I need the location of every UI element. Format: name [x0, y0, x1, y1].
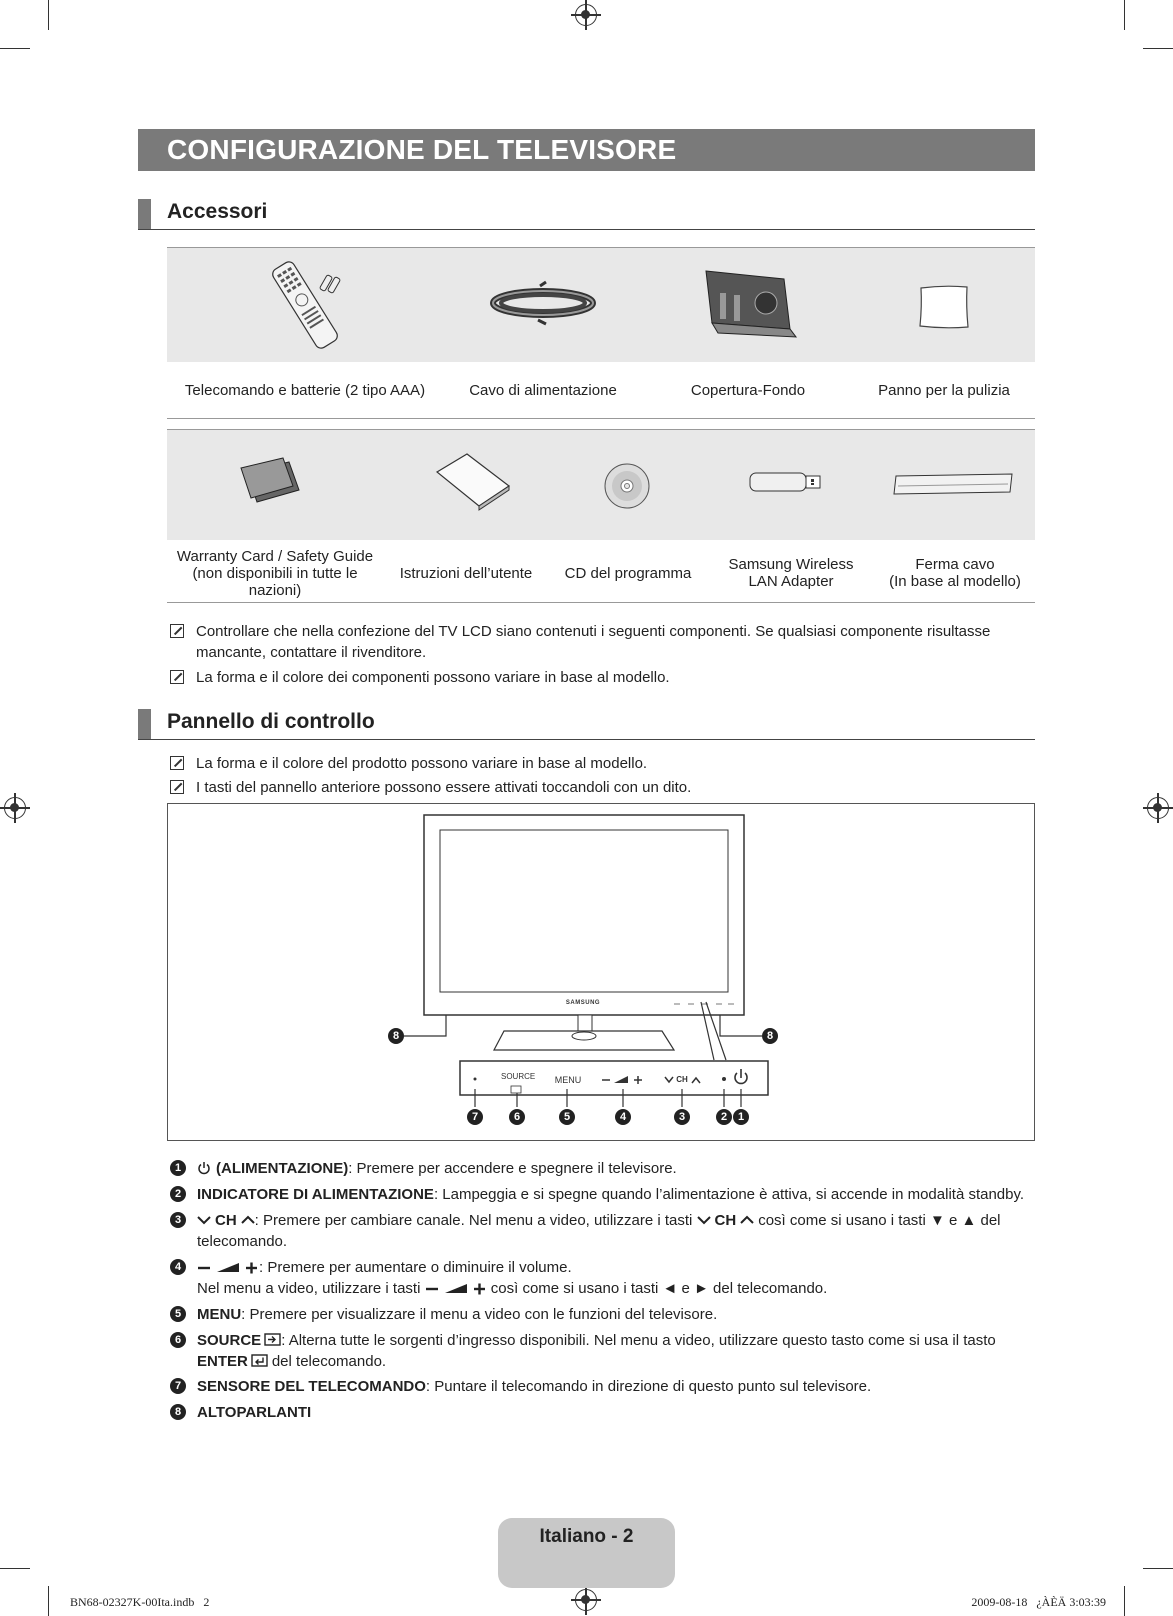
accessory-label: Copertura-Fondo	[690, 382, 806, 399]
accessories-heading: Accessori	[167, 200, 268, 223]
item-text	[197, 1210, 1031, 1252]
label-line: (In base al modello)	[889, 573, 1021, 590]
control-panel-heading: Pannello di controllo	[167, 710, 375, 733]
power-cord-icon	[488, 280, 598, 326]
item-text	[197, 1376, 1031, 1397]
item-number: 7	[170, 1378, 186, 1394]
bottom-cover-icon	[700, 265, 800, 345]
page-number-tab	[498, 1518, 675, 1588]
registration-mark-icon	[4, 797, 26, 819]
note-text: La forma e il colore del prodotto possono variare in base al modello.	[196, 755, 648, 772]
volume-icon	[425, 1281, 487, 1295]
label-line: Ferma cavo	[915, 556, 995, 573]
item-desc: del telecomando.	[271, 1353, 387, 1370]
user-manual-icon	[433, 450, 513, 512]
accessory-label: Panno per la pulizia	[878, 382, 1010, 399]
crop-mark	[48, 0, 49, 30]
item-desc: : Premere per accendere e spegnere il televisore.	[348, 1160, 677, 1177]
item-bold: ALTOPARLANTI	[197, 1404, 312, 1421]
warranty-card-icon	[237, 456, 307, 508]
item-desc: così come si usano i tasti ◄ e ► del telecomando.	[490, 1280, 828, 1297]
print-timestamp: 2009-08-18 ¿ÀÈÄ 3:03:39	[971, 1595, 1106, 1609]
crop-mark	[0, 1568, 30, 1569]
item-number: 8	[170, 1404, 186, 1420]
accessory-label	[549, 565, 707, 582]
item-text	[197, 1184, 1031, 1205]
source-button-label[interactable]: SOURCE	[501, 1072, 536, 1081]
accessory-label	[875, 556, 1035, 590]
list-item	[170, 1257, 1030, 1299]
item-desc: Nel menu a video, utilizzare i tasti	[197, 1280, 421, 1297]
item-desc: : Premere per visualizzare il menu a video con le funzioni del televisore.	[241, 1306, 718, 1323]
chevron-up-icon	[241, 1215, 255, 1225]
power-icon	[197, 1161, 211, 1175]
chevron-down-icon	[197, 1215, 211, 1225]
list-item	[170, 1184, 1030, 1205]
note-icon	[170, 756, 184, 770]
item-bold: (ALIMENTAZIONE)	[216, 1160, 349, 1177]
label-line: Samsung Wireless	[728, 556, 854, 573]
callout-7: 7	[467, 1109, 483, 1125]
item-number: 5	[170, 1306, 186, 1322]
item-text	[197, 1158, 1031, 1179]
page-title: CONFIGURAZIONE DEL TELEVISORE	[167, 134, 677, 165]
item-text	[197, 1304, 1031, 1325]
item-text	[197, 1330, 1031, 1372]
list-item	[170, 1158, 1030, 1179]
note-text: Controllare che nella confezione del TV LCD siano contenuti i seguenti componenti. Se qualsiasi componente risultasse mancante, contattare il rivenditore.	[196, 623, 991, 661]
channel-button-label[interactable]: CH	[676, 1075, 688, 1084]
accessory-label: Telecomando e batterie (2 tipo AAA)	[184, 382, 426, 399]
callout-5: 5	[559, 1109, 575, 1125]
item-bold: SOURCE	[197, 1332, 262, 1349]
divider	[167, 418, 1035, 419]
item-desc: : Alterna tutte le sorgenti d’ingresso disponibili. Nel menu a video, utilizzare questo tasto come si usa il tasto	[281, 1332, 996, 1349]
file-name: BN68-02327K-00Ita.indb 2	[70, 1595, 210, 1609]
cd-icon	[603, 462, 651, 510]
crop-mark	[1143, 48, 1173, 49]
note-icon	[170, 780, 184, 794]
label-line: (non disponibili in tutte le	[192, 565, 358, 582]
item-desc: : Lampeggia e si spegne quando l’alimentazione è attiva, si accende in modalità standby.	[433, 1186, 1025, 1203]
accessory-label	[383, 565, 549, 582]
item-number: 2	[170, 1186, 186, 1202]
callout-1: 1	[733, 1109, 749, 1125]
note	[170, 753, 1030, 774]
callout-6: 6	[509, 1109, 525, 1125]
item-number: 1	[170, 1160, 186, 1176]
list-item	[170, 1304, 1030, 1325]
item-desc: così come si usano i tasti ▼ e ▲ del telecomando.	[197, 1212, 1001, 1250]
accessory-label: Cavo di alimentazione	[469, 382, 617, 399]
callout-8: 8	[388, 1028, 404, 1044]
callout-3: 3	[674, 1109, 690, 1125]
list-item	[170, 1376, 1030, 1397]
item-number: 4	[170, 1259, 186, 1275]
callout-8: 8	[762, 1028, 778, 1044]
note-text: La forma e il colore dei componenti possono variare in base al modello.	[196, 669, 670, 686]
note-text: I tasti del pannello anteriore possono essere attivati toccandoli con un dito.	[196, 779, 692, 796]
tv-diagram-frame	[167, 803, 1035, 1141]
item-number: 3	[170, 1212, 186, 1228]
chevron-up-icon	[740, 1215, 754, 1225]
item-bold: CH	[714, 1212, 737, 1229]
heading-marker	[138, 709, 151, 739]
menu-button-label[interactable]: MENU	[554, 1075, 582, 1085]
list-item	[170, 1402, 1030, 1423]
item-bold: SENSORE DEL TELECOMANDO	[197, 1378, 426, 1395]
registration-mark-icon	[1147, 797, 1169, 819]
item-bold: INDICATORE DI ALIMENTAZIONE	[197, 1186, 434, 1203]
crop-mark	[1143, 1568, 1173, 1569]
item-desc: : Puntare il telecomando in direzione di questo punto sul televisore.	[425, 1378, 872, 1395]
usb-adapter-icon	[748, 470, 824, 494]
brand-logo: SAMSUNG	[565, 1000, 601, 1006]
remote-control-icon	[255, 255, 355, 355]
tv-front-diagram	[168, 804, 1034, 1140]
item-text	[197, 1402, 1031, 1423]
crop-mark	[0, 48, 30, 49]
item-number: 6	[170, 1332, 186, 1348]
note	[170, 777, 1030, 798]
accessory-label	[167, 548, 383, 599]
note-icon	[170, 670, 184, 684]
volume-icon	[197, 1260, 259, 1274]
item-bold: CH	[215, 1212, 237, 1229]
item-text	[197, 1257, 1031, 1299]
enter-icon	[251, 1354, 268, 1367]
registration-mark-icon	[575, 4, 597, 26]
title-banner	[138, 129, 1035, 171]
divider	[167, 602, 1035, 603]
note-icon	[170, 624, 184, 638]
callout-2: 2	[716, 1109, 732, 1125]
note	[170, 621, 1030, 663]
section-heading-control-panel	[138, 709, 1035, 740]
note	[170, 667, 1030, 688]
item-desc: : Premere per cambiare canale. Nel menu a video, utilizzare i tasti	[254, 1212, 693, 1229]
crop-mark	[1124, 1586, 1125, 1616]
label-line: LAN Adapter	[748, 573, 834, 590]
label-line: Istruzioni dell’utente	[399, 565, 533, 582]
registration-mark-icon	[575, 1589, 597, 1611]
accessory-label	[707, 556, 875, 590]
cleaning-cloth-icon	[918, 284, 970, 330]
chevron-down-icon	[697, 1215, 711, 1225]
list-item	[170, 1330, 1030, 1372]
cable-holder-icon	[892, 472, 1016, 496]
item-bold: MENU	[197, 1306, 242, 1323]
item-bold: ENTER	[197, 1353, 248, 1370]
source-icon	[264, 1333, 281, 1346]
page-number: Italiano - 2	[539, 1526, 634, 1547]
crop-mark	[48, 1586, 49, 1616]
section-heading-accessories	[138, 199, 1035, 230]
label-line: nazioni)	[248, 582, 302, 599]
item-desc: : Premere per aumentare o diminuire il volume.	[259, 1259, 572, 1276]
heading-marker	[138, 199, 151, 229]
label-line: CD del programma	[564, 565, 692, 582]
crop-mark	[1124, 0, 1125, 30]
label-line: Warranty Card / Safety Guide	[176, 548, 374, 565]
list-item	[170, 1210, 1030, 1252]
callout-4: 4	[615, 1109, 631, 1125]
